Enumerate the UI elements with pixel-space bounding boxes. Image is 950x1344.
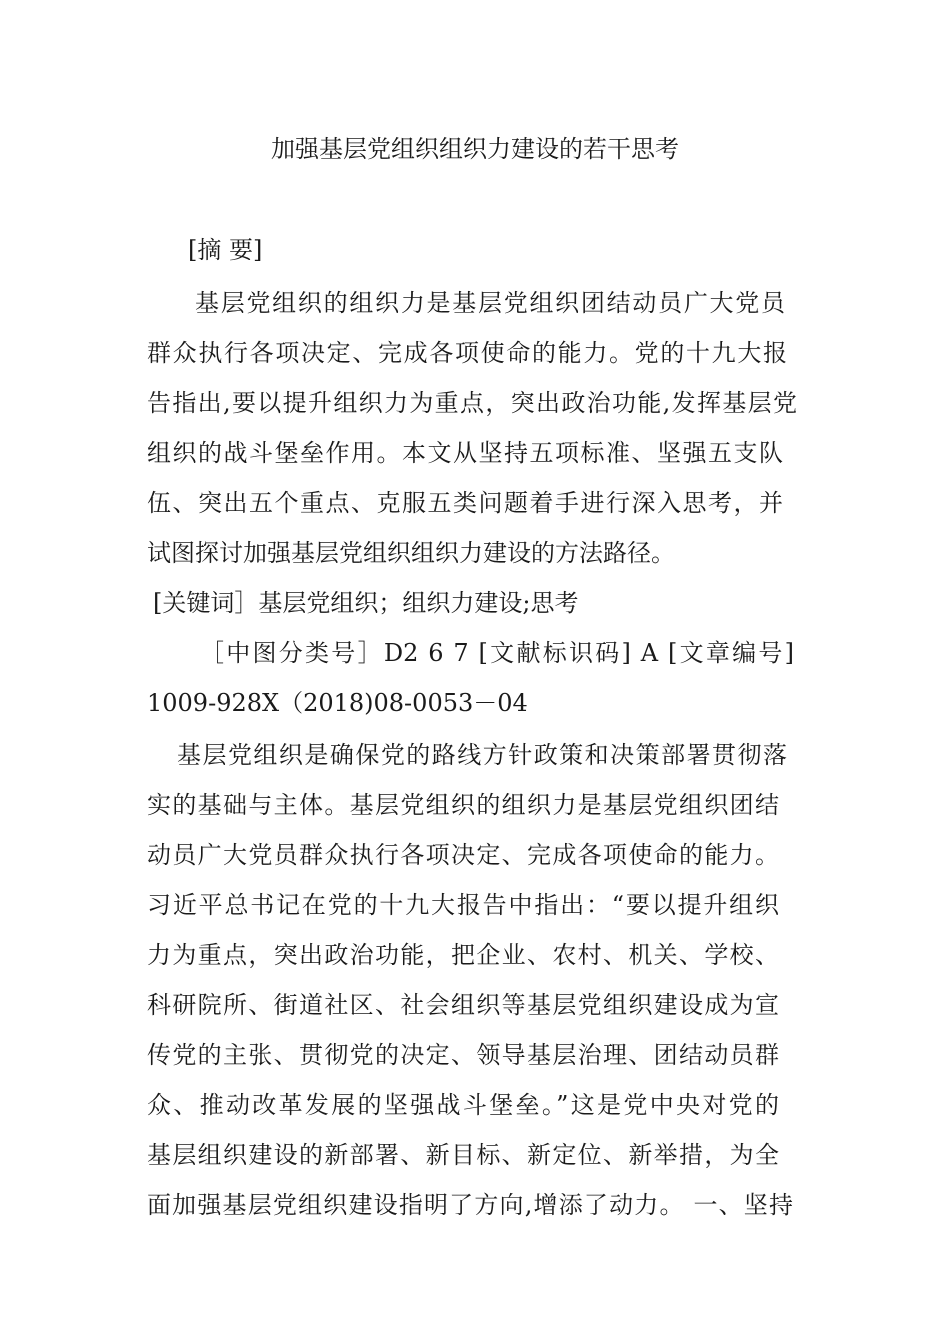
body-line: 力为重点，突出政治功能，把企业、农村、机关、学校、	[147, 941, 779, 969]
abstract-line: 伍、突出五个重点、克服五类问题着手进行深入思考，并	[147, 489, 783, 517]
body-line: 习近平总书记在党的十九大报告中指出：“要以提升组织	[147, 891, 779, 919]
document-title: 加强基层党组织组织力建设的若干思考	[271, 135, 679, 163]
body-line: 实的基础与主体。基层党组织的组织力是基层党组织团结	[147, 791, 779, 819]
body-line: 科研院所、街道社区、社会组织等基层党组织建设成为宣	[147, 991, 779, 1019]
body-line: 传党的主张、贯彻党的决定、领导基层治理、团结动员群	[147, 1041, 779, 1069]
abstract-line: 群众执行各项决定、完成各项使命的能力。党的十九大报	[147, 339, 787, 367]
body-line: 面加强基层党组织建设指明了方向,增添了动力。 一、坚持	[147, 1191, 793, 1219]
abstract-line: 基层党组织的组织力是基层党组织团结动员广大党员	[195, 289, 785, 317]
article-number: 1009-928X（2018)08-0053－04	[147, 689, 528, 717]
abstract-line: 试图探讨加强基层党组织组织力建设的方法路径。	[147, 539, 675, 567]
body-line: 动员广大党员群众执行各项决定、完成各项使命的能力。	[147, 841, 779, 869]
body-line: 众、推动改革发展的坚强战斗堡垒。”这是党中央对党的	[147, 1091, 779, 1119]
abstract-line: 组织的战斗堡垒作用。本文从坚持五项标准、坚强五支队	[147, 439, 783, 467]
keywords-line: [关键词］基层党组织；组织力建设;思考	[153, 589, 579, 617]
classification-line: ［中图分类号］D2 6 7 [文献标识码] A [文章编号]	[200, 639, 794, 667]
abstract-heading: [摘 要]	[188, 236, 263, 264]
body-line: 基层党组织是确保党的路线方针政策和决策部署贯彻落	[177, 741, 787, 769]
body-line: 基层组织建设的新部署、新目标、新定位、新举措，为全	[147, 1141, 779, 1169]
abstract-line: 告指出,要以提升组织力为重点，突出政治功能,发挥基层党	[147, 389, 797, 417]
